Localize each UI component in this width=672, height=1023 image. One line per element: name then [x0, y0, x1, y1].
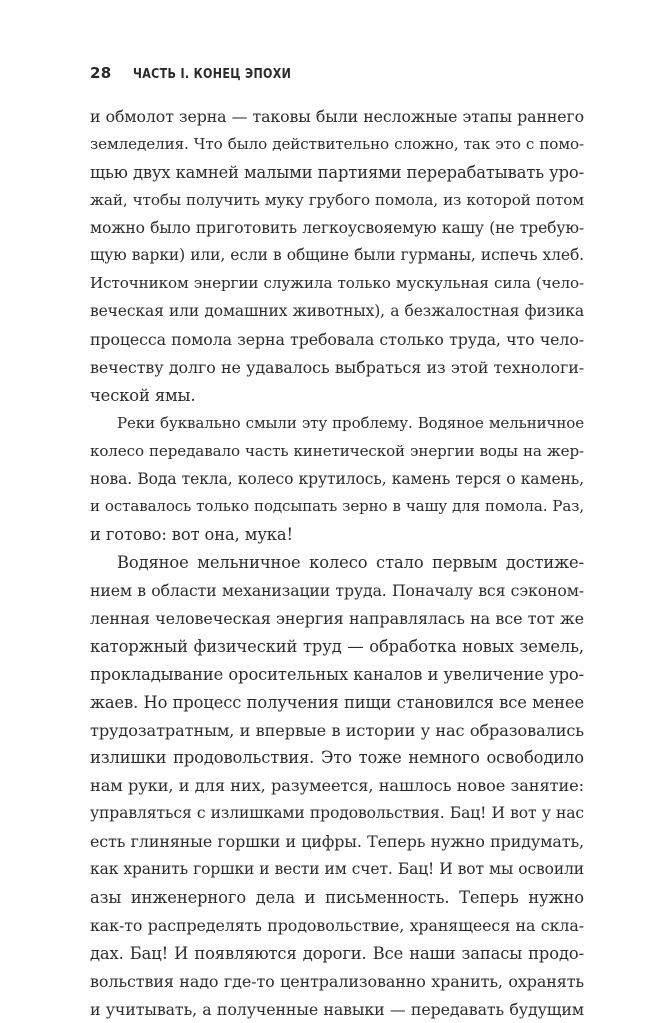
text-line: ческой ямы. — [90, 382, 584, 410]
text-line: и готово: вот она, мука! — [90, 521, 584, 549]
text-line: нием в области механизации труда. Поначалу вся сэконом- — [90, 577, 584, 605]
text-line: жай, чтобы получить муку грубого помола, из которой потом — [90, 187, 584, 215]
text-line: и оставалось только подсыпать зерно в чашу для помола. Раз, — [90, 493, 584, 521]
text-line: колесо передавало часть кинетической энергии воды на жер- — [90, 438, 584, 466]
text-line: Источником энергии служила только мускульная сила (чело- — [90, 270, 584, 298]
text-line: Водяное мельничное колесо стало первым достиже- — [90, 549, 584, 577]
text-line: можно было приготовить легкоусвояемую кашу (не требую- — [90, 215, 584, 243]
text-line: процесса помола зерна требовала столько труда, что чело- — [90, 326, 584, 354]
text-line: и учитывать, а полученные навыки — передавать будущим — [90, 996, 584, 1023]
text-line: трудозатратным, и впервые в истории у нас образовались — [90, 717, 584, 745]
text-line: каторжный физический труд — обработка новых земель, — [90, 633, 584, 661]
text-line: как-то распределять продовольствие, хранящееся на скла- — [90, 912, 584, 940]
running-header — [90, 64, 326, 82]
page-number: 28 — [90, 64, 111, 82]
text-line: вечеству долго не удавалось выбраться из этой технологи- — [90, 354, 584, 382]
text-line: земледелия. Что было действительно сложно, так это с помо- — [90, 131, 584, 159]
text-line: Реки буквально смыли эту проблему. Водяное мельничное — [90, 410, 584, 438]
text-line: нам руки, и для них, разумеется, нашлось новое занятие: — [90, 772, 584, 800]
text-line: прокладывание оросительных каналов и увеличение уро- — [90, 661, 584, 689]
text-line: веческая или домашних животных), а безжалостная физика — [90, 298, 584, 326]
text-line: щью двух камней малыми партиями перерабатывать уро- — [90, 159, 584, 187]
running-title: ЧАСТЬ I. КОНЕЦ ЭПОХИ — [133, 66, 291, 82]
text-line: азы инженерного дела и письменность. Теперь нужно — [90, 884, 584, 912]
text-line: жаев. Но процесс получения пищи становился все менее — [90, 689, 584, 717]
text-line: управляться с излишками продовольствия. Бац! И вот у нас — [90, 800, 584, 828]
text-line: ленная человеческая энергия направлялась на все тот же — [90, 605, 584, 633]
text-line: нова. Вода текла, колесо крутилось, камень терся о камень, — [90, 466, 584, 494]
text-line: и обмолот зерна — таковы были несложные этапы раннего — [90, 103, 584, 131]
text-line: есть глиняные горшки и цифры. Теперь нужно придумать, — [90, 828, 584, 856]
body-text — [90, 103, 584, 1023]
text-line: излишки продовольствия. Это тоже немного освободило — [90, 744, 584, 772]
text-line: как хранить горшки и вести им счет. Бац! И вот мы освоили — [90, 856, 584, 884]
text-line: щую варки) или, если в общине были гурманы, испечь хлеб. — [90, 242, 584, 270]
text-line: дах. Бац! И появляются дороги. Все наши запасы продо- — [90, 940, 584, 968]
text-line: вольствия надо где-то централизованно хранить, охранять — [90, 968, 584, 996]
